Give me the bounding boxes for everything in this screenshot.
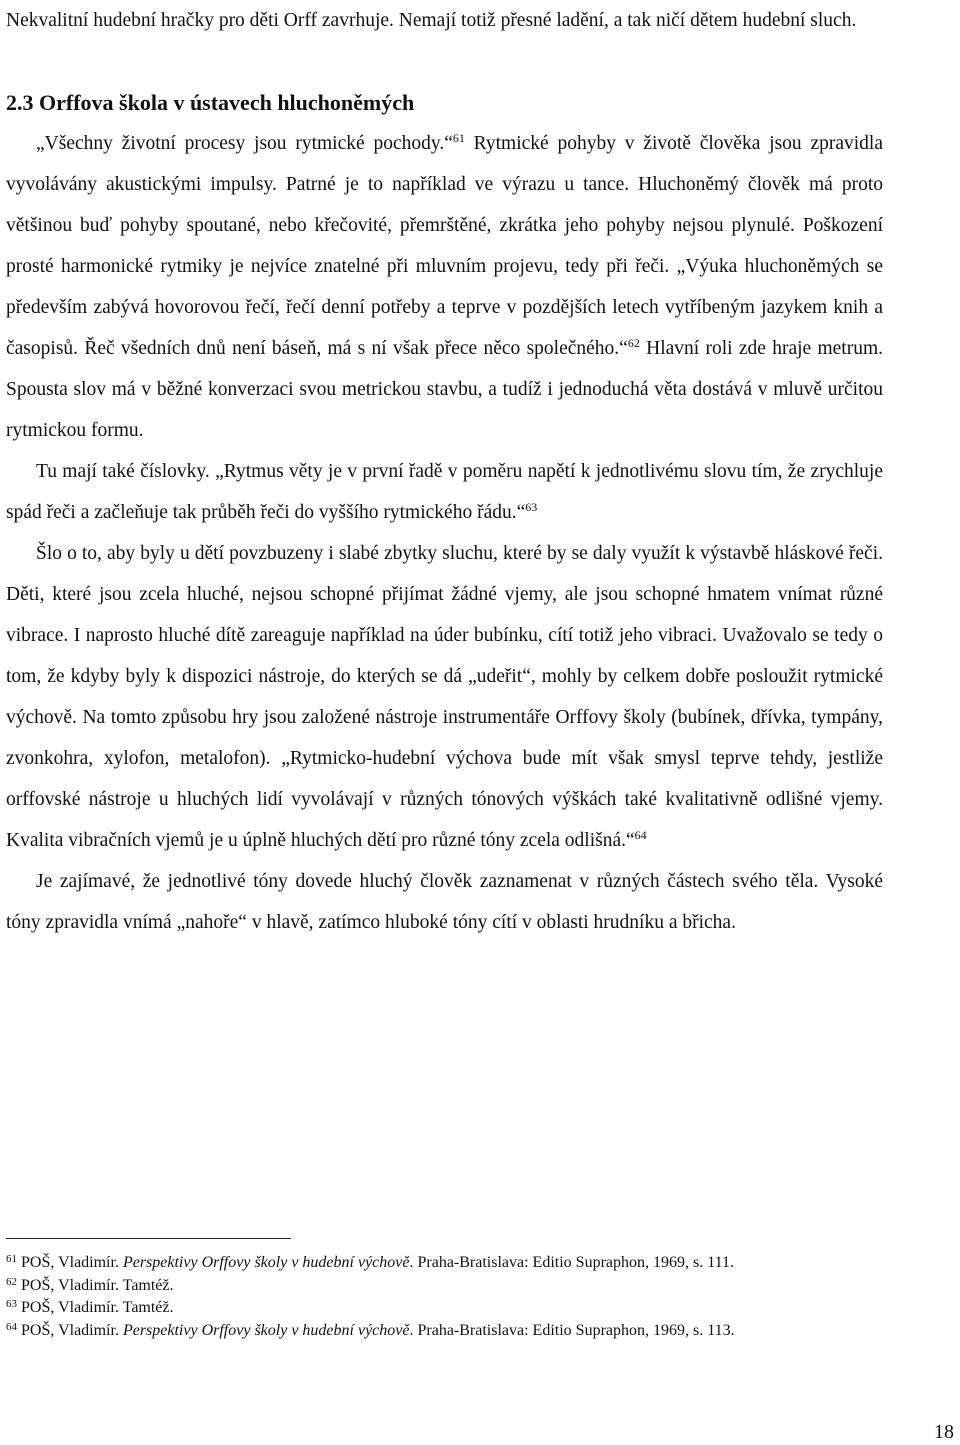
paragraph-1-text: Rytmické pohyby v životě člověka jsou zpravidla vyvolávány akustickými impulsy. Patrné je to například ve výrazu u tance. Hluchoněmý člověk má proto většinou buď pohyby spoutané, nebo křečovité, přemrštěné, zkrátka jeho pohyby nejsou plynulé. Poškození prosté harmonické rytmiky je nejvíce znatelné při mluvním projevu, tedy při řeči. „Výuka hluchoněmých se především zabývá hovorovou řečí, řečí denní potřeby a teprve v pozdějších letech vytříbeným jazykem knih a časopisů. Řeč všedních dnů není báseň, má s ní však přece něco společného.“ [6,133,883,359]
footnote-title: Perspektivy Orffovy školy v hudební výchově [122,1254,410,1271]
footnote-number: 62 [6,1275,17,1288]
footnote-author: POŠ, Vladimír. Tamtéž. [21,1299,174,1316]
body-text [6,0,883,943]
footnote-number: 64 [6,1320,17,1333]
footnote-ref-62[interactable]: 62 [627,336,640,350]
footnote-64 [6,1320,883,1343]
footnote-publisher: . Praha-Bratislava: Editio Supraphon, 1969, s. 111. [409,1254,735,1271]
footnote-number: 63 [6,1298,17,1310]
footnote-author: POŠ, Vladimír. [21,1254,123,1271]
footnote-62 [6,1275,883,1298]
footnote-61 [6,1252,883,1275]
footnote-63 [6,1297,883,1320]
paragraph-1 [6,123,883,451]
footnote-title: Perspektivy Orffovy školy v hudební výchově [122,1321,410,1339]
footnote-divider [6,1238,291,1239]
page-number: 18 [934,1421,954,1443]
paragraph-1-quote: „Všechny životní procesy jsou rytmické pochody.“ [36,133,453,154]
paragraph-3 [6,533,883,861]
paragraph-4: Je zajímavé, že jednotlivé tóny dovede hluchý člověk zaznamenat v různých částech svého těla. Vysoké tóny zpravidla vnímá „nahoře“ v hlavě, zatímco hluboké tóny cítí v oblasti hrudníku a břicha. [6,871,883,933]
footnote-author: POŠ, Vladimír. [21,1321,123,1339]
footnote-ref-61[interactable]: 61 [452,131,465,145]
footnote-ref-63[interactable]: 63 [525,500,538,514]
paragraph-2 [6,451,883,533]
footnotes [6,1252,883,1342]
paragraph-1-text-end: Hlavní roli zde hraje metrum. Spousta slov má v běžné konverzaci svou metrickou stavbu, a tudíž i jednoduchá věta dostává v mluvě určitou rytmickou formu. [6,338,883,441]
footnote-author: POŠ, Vladimír. Tamtéž. [21,1276,174,1294]
paragraph-2-text: Tu mají také číslovky. „Rytmus věty je v první řadě v poměru napětí k jednotlivému slovu tím, že zrychluje spád řeči a začleňuje tak průběh řeči do vyššího rytmického řádu.“ [6,461,883,523]
footnote-number: 61 [6,1253,17,1265]
paragraph-intro: Nekvalitní hudební hračky pro děti Orff zavrhuje. Nemají totiž přesné ladění, a tak ničí dětem hudební sluch. [6,10,857,31]
footnote-publisher: . Praha-Bratislava: Editio Supraphon, 1969, s. 113. [409,1321,735,1339]
paragraph-3-text: Šlo o to, aby byly u dětí povzbuzeny i slabé zbytky sluchu, které by se daly využít k výstavbě hláskové řeči. Děti, které jsou zcela hluché, nejsou schopné přijímat žádné vjemy, ale jsou schopné hmatem vnímat různé vibrace. I naprosto hluché dítě zareaguje například na úder bubínku, cítí totiž jeho vibraci. Uvažovalo se tedy o tom, že kdyby byly k dispozici nástroje, do kterých se dá „udeřit“, mohly by celkem dobře posloužit rytmické výchově. Na tomto způsobu hry jsou založené nástroje instrumentáře Orffovy školy (bubínek, dřívka, tympány, zvonkohra, xylofon, metalofon). „Rytmicko-hudební výchova bude mít však smysl teprve tehdy, jestliže orffovské nástroje u hluchých lidí vyvolávají v různých tónových výškách také kvalitativně odlišné vjemy. Kvalita vibračních vjemů je u úplně hluchých dětí pro různé tóny zcela odlišná.“ [6,543,883,851]
footnote-ref-64[interactable]: 64 [634,828,647,842]
section-heading: 2.3 Orffova škola v ústavech hluchoněmých [6,90,415,115]
